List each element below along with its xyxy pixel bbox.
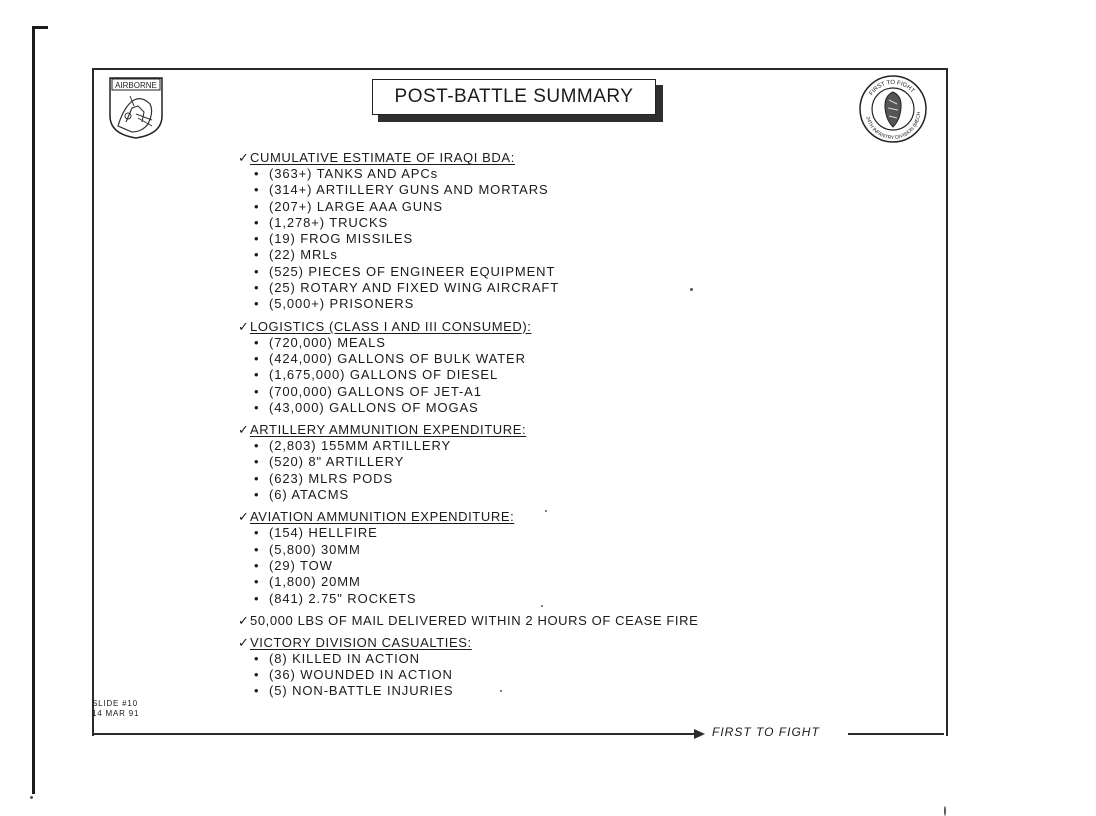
- section-heading-text: AVIATION AMMUNITION EXPENDITURE:: [250, 509, 515, 525]
- list-item: [254, 651, 838, 667]
- list-item: [254, 438, 838, 454]
- seal-sublabel: 24TH INFANTRY DIVISION (MECH: [864, 111, 923, 142]
- list-item: [254, 683, 838, 699]
- list-item: [254, 454, 838, 470]
- list-item-text: (25) ROTARY AND FIXED WING AIRCRAFT: [269, 280, 560, 296]
- slide-footer-line-right: [848, 733, 944, 735]
- bullet-icon: •: [254, 334, 260, 350]
- seal-label: FIRST TO FIGHT: [868, 79, 916, 97]
- list-item-text: (623) MLRS PODS: [269, 470, 394, 486]
- bullet-icon: •: [254, 590, 260, 606]
- bullet-icon: •: [254, 247, 260, 263]
- slide-title: [372, 79, 656, 115]
- bullet-icon: •: [254, 487, 260, 503]
- bullet-icon: •: [254, 198, 260, 214]
- bullet-icon: •: [254, 438, 260, 454]
- item-list: [238, 651, 838, 700]
- section-heading: [238, 635, 838, 651]
- list-item-text: (5,000+) PRISONERS: [269, 296, 415, 312]
- summary-section: [238, 150, 838, 313]
- list-item-text: (207+) LARGE AAA GUNS: [269, 198, 443, 214]
- summary-section: [238, 635, 838, 700]
- list-item: [254, 247, 838, 263]
- checkmark-icon: ✓: [238, 634, 250, 650]
- bullet-icon: •: [254, 166, 260, 181]
- section-heading: [238, 613, 838, 629]
- list-item-text: (424,000) GALLONS OF BULK WATER: [269, 350, 526, 366]
- list-item: [254, 335, 838, 351]
- bullet-icon: •: [254, 231, 260, 247]
- checkmark-icon: ✓: [238, 509, 250, 525]
- bullet-icon: •: [254, 525, 260, 541]
- list-item-text: (700,000) GALLONS OF JET-A1: [269, 383, 482, 399]
- bullet-icon: •: [254, 383, 260, 399]
- section-heading-text: CUMULATIVE ESTIMATE OF IRAQI BDA:: [250, 150, 515, 165]
- division-seal-icon: [858, 74, 928, 144]
- list-item: [254, 351, 838, 367]
- bullet-icon: •: [254, 557, 260, 573]
- list-item-text: (36) WOUNDED IN ACTION: [269, 667, 453, 683]
- list-item: [254, 471, 838, 487]
- list-item-text: (6) ATACMS: [269, 487, 350, 503]
- list-item-text: (1,675,000) GALLONS OF DIESEL: [269, 367, 499, 383]
- item-list: [238, 166, 838, 313]
- checkmark-icon: ✓: [238, 150, 250, 165]
- patch-label: AIRBORNE: [115, 81, 157, 90]
- arrow-icon: [694, 729, 705, 739]
- list-item: [254, 264, 838, 280]
- bullet-icon: •: [254, 683, 260, 699]
- bullet-icon: •: [254, 182, 260, 198]
- list-item: [254, 525, 838, 541]
- scan-speck: [944, 806, 946, 816]
- slide-identifier: [92, 699, 139, 719]
- list-item-text: (2,803) 155MM ARTILLERY: [269, 438, 452, 454]
- summary-section: [238, 613, 838, 629]
- list-item-text: (154) HELLFIRE: [269, 525, 378, 541]
- list-item-text: (520) 8" ARTILLERY: [269, 454, 405, 470]
- list-item-text: (5,800) 30MM: [269, 541, 361, 557]
- bullet-icon: •: [254, 667, 260, 683]
- list-item: [254, 558, 838, 574]
- checkmark-icon: ✓: [238, 318, 250, 334]
- list-item-text: (43,000) GALLONS OF MOGAS: [269, 399, 479, 415]
- list-item: [254, 542, 838, 558]
- list-item: [254, 367, 838, 383]
- list-item: [254, 231, 838, 247]
- bullet-icon: •: [254, 296, 260, 312]
- bullet-icon: •: [254, 280, 260, 296]
- item-list: [238, 335, 838, 416]
- section-heading: [238, 150, 838, 166]
- section-heading-text: 50,000 LBS OF MAIL DELIVERED WITHIN 2 HOURS OF CEASE FIRE: [250, 612, 699, 628]
- list-item-text: (22) MRLs: [269, 247, 338, 263]
- bullet-icon: •: [254, 541, 260, 557]
- list-item-text: (525) PIECES OF ENGINEER EQUIPMENT: [269, 263, 556, 279]
- list-item-text: (8) KILLED IN ACTION: [269, 650, 420, 666]
- bullet-icon: •: [254, 263, 260, 279]
- bullet-icon: •: [254, 650, 260, 666]
- item-list: [238, 525, 838, 606]
- summary-section: [238, 319, 838, 416]
- slide-footer-line: [92, 733, 696, 735]
- list-item-text: (1,278+) TRUCKS: [269, 214, 389, 230]
- bullet-icon: •: [254, 214, 260, 230]
- bullet-icon: •: [254, 470, 260, 486]
- footer-motto: FIRST TO FIGHT: [712, 725, 820, 739]
- page-bracket-top: [32, 26, 48, 29]
- section-heading: [238, 509, 838, 525]
- bullet-icon: •: [254, 399, 260, 415]
- list-item-text: (19) FROG MISSILES: [269, 231, 414, 247]
- section-heading-text: LOGISTICS (CLASS I AND III CONSUMED):: [250, 318, 532, 334]
- list-item: [254, 296, 838, 312]
- airborne-patch-icon: [108, 76, 164, 140]
- summary-section: [238, 509, 838, 606]
- list-item-text: (314+) ARTILLERY GUNS AND MORTARS: [269, 182, 549, 198]
- section-heading: [238, 319, 838, 335]
- section-heading: [238, 422, 838, 438]
- slide-date: 14 MAR 91: [92, 709, 140, 718]
- list-item: [254, 199, 838, 215]
- summary-content: [238, 150, 838, 706]
- list-item: [254, 182, 838, 198]
- list-item: [254, 574, 838, 590]
- list-item-text: (1,800) 20MM: [269, 574, 361, 590]
- list-item: [254, 215, 838, 231]
- checkmark-icon: ✓: [238, 422, 250, 438]
- section-heading-text: ARTILLERY AMMUNITION EXPENDITURE:: [250, 422, 527, 438]
- list-item: [254, 487, 838, 503]
- slide-title-text: POST-BATTLE SUMMARY: [394, 86, 634, 107]
- list-item: [254, 384, 838, 400]
- bullet-icon: •: [254, 350, 260, 366]
- list-item-text: (841) 2.75" ROCKETS: [269, 590, 417, 606]
- title-shadow: [378, 115, 663, 122]
- list-item-text: (29) TOW: [269, 557, 333, 573]
- list-item: [254, 280, 838, 296]
- list-item-text: (363+) TANKS AND APCs: [269, 166, 439, 181]
- list-item: [254, 591, 838, 607]
- list-item: [254, 400, 838, 416]
- bullet-icon: •: [254, 574, 260, 590]
- bullet-icon: •: [254, 454, 260, 470]
- slide-number: SLIDE #10: [92, 699, 138, 708]
- item-list: [238, 438, 838, 503]
- page-bracket: [32, 26, 35, 794]
- summary-section: [238, 422, 838, 503]
- scan-speck: [30, 796, 33, 799]
- list-item-text: (5) NON-BATTLE INJURIES: [269, 683, 454, 699]
- checkmark-icon: ✓: [238, 612, 250, 628]
- list-item-text: (720,000) MEALS: [269, 334, 386, 350]
- list-item: [254, 667, 838, 683]
- bullet-icon: •: [254, 367, 260, 383]
- section-heading-text: VICTORY DIVISION CASUALTIES:: [250, 634, 472, 650]
- list-item: [254, 166, 838, 182]
